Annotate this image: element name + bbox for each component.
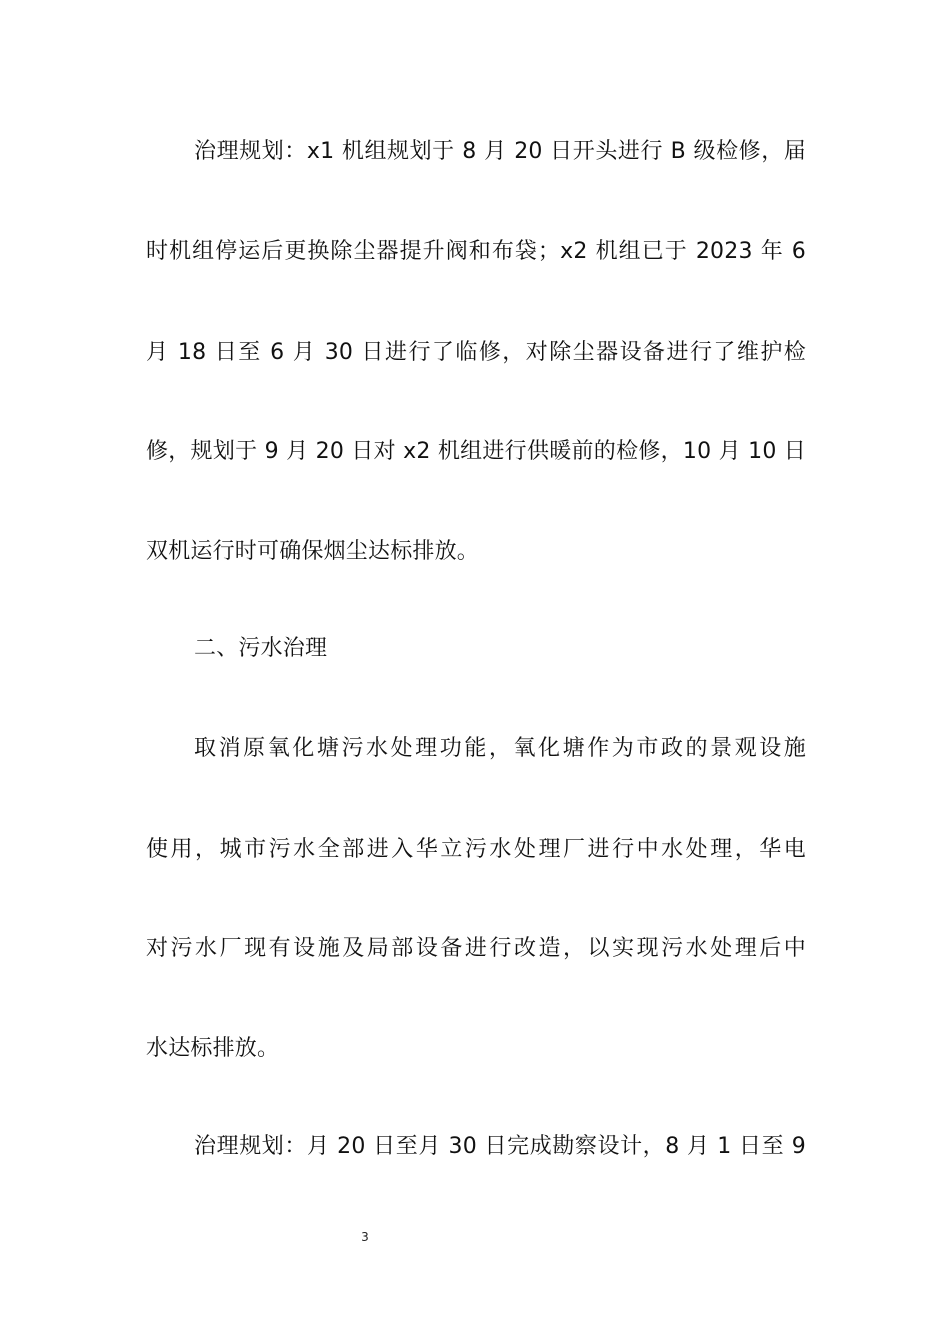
paragraph-2-line-2: 使用，城市污水全部进入华立污水处理厂进行中水处理，华电 (146, 837, 806, 862)
paragraph-1-line-1: 治理规划：x1 机组规划于 8 月 20 日开头进行 B 级检修，届 (194, 139, 806, 164)
paragraph-2-line-4: 水达标排放。 (146, 1036, 280, 1061)
paragraph-2-line-3: 对污水厂现有设施及局部设备进行改造，以实现污水处理后中 (146, 936, 806, 961)
paragraph-1-line-2: 时机组停运后更换除尘器提升阀和布袋；x2 机组已于 2023 年 6 (146, 239, 806, 264)
paragraph-2-line-1: 取消原氧化塘污水处理功能，氧化塘作为市政的景观设施 (194, 736, 806, 761)
paragraph-1-line-4: 修，规划于 9 月 20 日对 x2 机组进行供暖前的检修，10 月 10 日 (146, 439, 806, 464)
page-number: 3 (361, 1230, 369, 1244)
paragraph-1-line-5: 双机运行时可确保烟尘达标排放。 (146, 539, 480, 564)
paragraph-3-line-1: 治理规划：月 20 日至月 30 日完成勘察设计，8 月 1 日至 9 (194, 1134, 806, 1159)
paragraph-1-line-3: 月 18 日至 6 月 30 日进行了临修，对除尘器设备进行了维护检 (146, 340, 806, 365)
section-heading-sewage: 二、污水治理 (194, 636, 328, 661)
